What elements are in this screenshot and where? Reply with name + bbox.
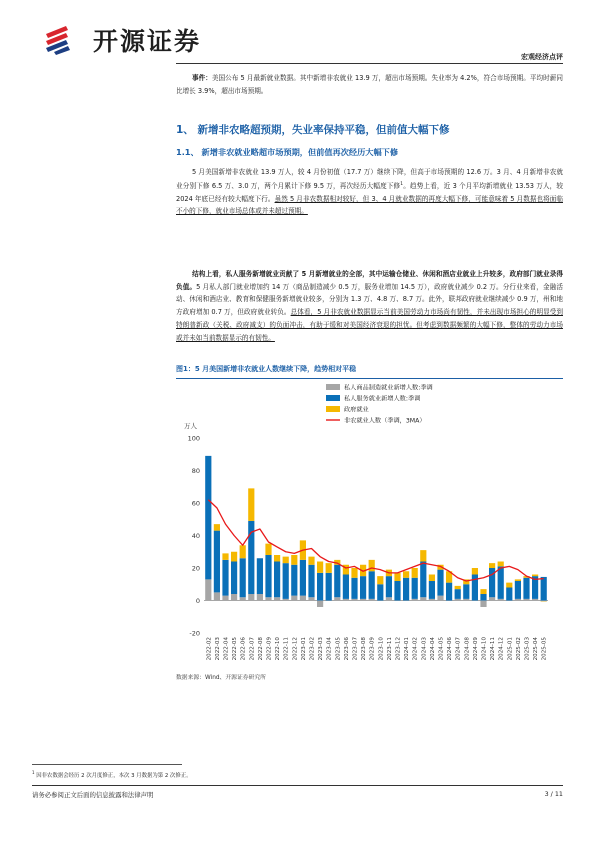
x-tick-label: 2024-06: [447, 637, 454, 661]
x-tick-label: 2025-01: [507, 637, 514, 661]
x-tick-label: 2024-01: [404, 637, 411, 661]
figure-title: 图1：5 月美国新增非农就业人数继续下降，趋势相对平稳: [176, 365, 357, 373]
legend-swatch: [326, 384, 340, 390]
bar-segment: [326, 573, 332, 601]
bar-segment: [240, 597, 246, 600]
y-tick-label: 100: [187, 434, 200, 443]
y-tick-label: 60: [191, 499, 200, 508]
section-1-1-heading: 1.1、 新增非农就业略超市场预期，但前值再次经历大幅下修: [176, 147, 399, 157]
footer-disclaimer: 请务必参阅正文后面的信息披露和法律声明: [32, 791, 154, 799]
bar-segment: [472, 568, 478, 575]
x-tick-label: 2024-11: [490, 637, 497, 661]
event-paragraph: [176, 72, 563, 97]
x-tick-label: 2024-10: [481, 637, 488, 661]
x-tick-label: 2024-12: [498, 637, 505, 661]
x-tick-label: 2024-05: [438, 637, 445, 661]
x-tick-label: 2023-07: [352, 637, 359, 661]
x-tick-label: 2023-03: [318, 637, 325, 661]
bar-segment: [394, 581, 400, 601]
bar-segment: [343, 575, 349, 599]
x-tick-label: 2022-04: [223, 637, 230, 661]
x-tick-label: 2022-12: [292, 637, 299, 661]
event-text: 美国公布 5 月最新就业数据。其中新增非农就业 13.9 万，超出市场预期。失业率为 4.2%，符合市场预期。平均时薪同比增长 3.9%，超出市场预期。: [176, 74, 564, 95]
paragraph-structure: [176, 268, 563, 344]
bar-segment: [283, 557, 289, 564]
x-tick-label: 2022-02: [206, 637, 213, 661]
bar-segment: [403, 571, 409, 578]
bar-segment: [274, 597, 280, 600]
bar-segment: [489, 597, 495, 600]
bar-segment: [480, 589, 486, 594]
x-tick-label: 2023-04: [326, 637, 333, 661]
bar-segment: [455, 599, 461, 601]
bar-segment: [308, 565, 314, 598]
x-tick-label: 2022-05: [232, 637, 239, 661]
legend-label: 私人服务就业新增人数:季调: [344, 395, 421, 403]
x-tick-label: 2022-11: [283, 637, 290, 661]
bar-segment: [308, 557, 314, 565]
bar-segment: [506, 588, 512, 601]
para1-text: 5 月美国新增非农就业 13.9 万人，较 4 月份初值（17.7 万）继续下降，但高于市场预期的 12.6 万。3 月、4 月新增非农就业分别下修 6.5 万、3.0 万，两个月累计下修 9.5 万，再次经历大幅度下修: [176, 168, 563, 190]
legend-label: 政府就业: [344, 406, 369, 414]
bar-segment: [437, 570, 443, 596]
legend-label: 非农就业人数（季调，3MA）: [344, 417, 426, 425]
x-tick-label: 2023-10: [378, 637, 385, 661]
bar-segment: [498, 562, 504, 567]
para2-text: 5 月私人部门就业增加约 14 万（商品制造减少 0.5 万，服务业增加 14.5 万），政府就业减少 0.2 万。分行业来看，金融活动、休闲和酒店业、教育和保健服务新增就业较多，分别为 1.3 万、4.8 万、8.7 万。此外，联邦政府就业继续减少 0.9 万，州和地方政府增加 0.7 万，但政府就业转负。: [176, 282, 563, 317]
x-tick-label: 2024-04: [429, 637, 436, 661]
bar-segment: [463, 584, 469, 599]
bar-segment: [377, 576, 383, 584]
x-tick-label: 2024-07: [455, 637, 462, 661]
brand-name: 开源证券: [93, 27, 202, 56]
bar-segment: [343, 599, 349, 601]
para1-text-2: 。趋势上看，近 3 个月平均新增就业 13.53 万人，较 2024 年底已经有较大幅度下行。: [176, 181, 563, 203]
bar-segment: [334, 597, 340, 600]
bar-segment: [489, 563, 495, 568]
x-tick-label: 2023-12: [395, 637, 402, 661]
bar-segment: [265, 544, 271, 555]
footnote-ref: 1: [400, 181, 404, 187]
x-tick-label: 2025-03: [524, 637, 531, 661]
x-tick-label: 2022-10: [275, 637, 282, 661]
y-tick-label: 0: [195, 596, 200, 605]
footnote-marker: 1: [32, 770, 35, 775]
bar-segment: [412, 578, 418, 599]
bar-segment: [498, 566, 504, 599]
footnote-text: 因非农数据会经历 2 次月度修正，本次 3 月数据为第 2 次修正。: [36, 772, 192, 779]
bar-segment: [283, 563, 289, 599]
bar-segment: [240, 545, 246, 558]
x-tick-label: 2023-11: [386, 637, 393, 661]
bar-segment: [377, 584, 383, 600]
bar-segment: [498, 599, 504, 601]
y-tick-label: 80: [191, 466, 200, 475]
x-tick-label: 2024-03: [421, 637, 428, 661]
x-tick-label: 2025-02: [515, 637, 522, 661]
bar-segment: [231, 594, 237, 601]
x-tick-label: 2023-05: [335, 637, 342, 661]
bar-segment: [455, 589, 461, 599]
bar-segment: [214, 592, 220, 600]
bar-segment: [231, 562, 237, 595]
para2-underlined: 总体看，5 月非农就业数据显示当前美国劳动力市场尚有韧性，并未出现市场担心的明显受到特朗普新政（关税、政府减支）的负面冲击，有助于缓和对美国经济衰退的担忧。但考虑到数据频繁的大幅下修，整体的劳动力市场或并未如当前数据显示的有韧性。: [176, 308, 563, 342]
bar-segment: [532, 575, 538, 577]
x-tick-label: 2023-08: [361, 637, 368, 661]
bar-segment: [317, 573, 323, 601]
bar-segment: [420, 562, 426, 598]
footnote: [32, 770, 192, 779]
x-tick-label: 2025-04: [533, 637, 540, 661]
bar-segment: [437, 596, 443, 601]
x-tick-label: 2024-08: [464, 637, 471, 661]
x-tick-label: 2023-02: [309, 637, 316, 661]
bar-segment: [420, 597, 426, 600]
bar-segment: [274, 562, 280, 598]
bar-segment: [300, 560, 306, 596]
legend-swatch: [326, 395, 340, 401]
bar-segment: [369, 560, 375, 571]
x-tick-label: 2023-01: [300, 637, 307, 661]
bar-segment: [231, 552, 237, 562]
footnote-divider: [32, 764, 182, 765]
bar-segment: [394, 573, 400, 581]
bar-segment: [308, 597, 314, 600]
bar-segment: [506, 583, 512, 588]
x-tick-label: 2024-02: [412, 637, 419, 661]
bar-segment: [515, 581, 521, 599]
x-tick-label: 2023-09: [369, 637, 376, 661]
bar-segment: [360, 576, 366, 599]
bar-segment: [360, 599, 366, 601]
bar-segment: [369, 599, 375, 601]
bar-segment: [429, 599, 435, 601]
nonfarm-payroll-chart: [176, 380, 563, 670]
bar-segment: [214, 524, 220, 531]
bar-segment: [291, 596, 297, 601]
bar-segment: [541, 577, 547, 601]
bar-segment: [463, 599, 469, 601]
header-divider: [176, 63, 563, 64]
bar-segment: [317, 601, 323, 608]
y-tick-label: -20: [189, 629, 200, 638]
x-tick-label: 2024-09: [472, 637, 479, 661]
bar-segment: [351, 599, 357, 601]
brand-logo-icon: [44, 25, 72, 55]
bar-segment: [334, 565, 340, 598]
bar-segment: [300, 596, 306, 601]
bar-segment: [240, 558, 246, 597]
figure-source: 数据来源：Wind、开源证券研究所: [176, 675, 266, 681]
bar-segment: [205, 456, 211, 580]
bar-segment: [412, 568, 418, 578]
bar-segment: [351, 568, 357, 578]
legend-swatch: [326, 406, 340, 412]
bar-segment: [222, 560, 228, 596]
bar-segment: [446, 583, 452, 601]
bar-segment: [429, 575, 435, 582]
bar-segment: [369, 571, 375, 599]
bar-segment: [257, 594, 263, 601]
bar-segment: [248, 488, 254, 521]
x-tick-label: 2022-07: [249, 637, 256, 661]
bar-segment: [480, 594, 486, 601]
para1-underlined: 虽然 5 月非农数据相对较好，但 3、4 月就业数据的再度大幅下修，可能意味着 5 月数据也将面临不小的下修，就业市场总体或并未超过预期。: [176, 194, 563, 216]
bar-segment: [274, 555, 280, 562]
bar-segment: [214, 531, 220, 593]
bar-segment: [205, 579, 211, 600]
doc-type-label: 宏观经济点评: [521, 53, 563, 61]
bar-segment: [265, 555, 271, 597]
bar-segment: [515, 579, 521, 581]
para2-bold: 结构上看，私人服务新增就业贡献了 5 月新增就业的全部，其中运输仓储业、休闲和酒店业就业上升较多，政府部门就业录得负值。: [176, 270, 563, 291]
bar-segment: [317, 562, 323, 573]
bar-segment: [265, 597, 271, 600]
bar-segment: [222, 553, 228, 560]
section-1-heading: 1、 新增非农略超预期，失业率保持平稳，但前值大幅下修: [176, 124, 450, 136]
x-tick-label: 2023-06: [343, 637, 350, 661]
bar-segment: [523, 599, 529, 601]
bar-segment: [222, 596, 228, 601]
bar-segment: [532, 599, 538, 601]
legend-label: 私人商品制造就业新增人数:季调: [344, 384, 433, 392]
bar-segment: [541, 601, 547, 602]
bar-segment: [291, 565, 297, 596]
bar-segment: [412, 599, 418, 601]
x-tick-label: 2022-09: [266, 637, 273, 661]
x-tick-label: 2022-08: [257, 637, 264, 661]
y-tick-label: 20: [191, 564, 200, 573]
paragraph-nonfarm-summary: [176, 166, 563, 218]
footer-divider: [32, 785, 563, 786]
bar-segment: [523, 578, 529, 599]
bar-segment: [257, 558, 263, 594]
y-tick-label: 40: [191, 531, 200, 540]
bar-segment: [403, 578, 409, 601]
bar-segment: [429, 581, 435, 599]
bar-segment: [386, 576, 392, 597]
x-tick-label: 2025-05: [541, 637, 548, 661]
bar-segment: [515, 599, 521, 601]
bar-segment: [283, 599, 289, 601]
event-label: 事件：: [192, 74, 212, 82]
bar-segment: [248, 594, 254, 601]
bar-segment: [326, 563, 332, 573]
x-tick-label: 2022-06: [240, 637, 247, 661]
bar-segment: [420, 550, 426, 561]
bar-segment: [455, 586, 461, 589]
bar-segment: [480, 601, 486, 608]
bar-segment: [291, 555, 297, 565]
x-tick-label: 2022-03: [214, 637, 221, 661]
y-axis-unit-label: 万人: [184, 422, 197, 430]
bar-segment: [351, 578, 357, 599]
page-number: 3 / 11: [544, 790, 563, 798]
bar-segment: [386, 597, 392, 600]
